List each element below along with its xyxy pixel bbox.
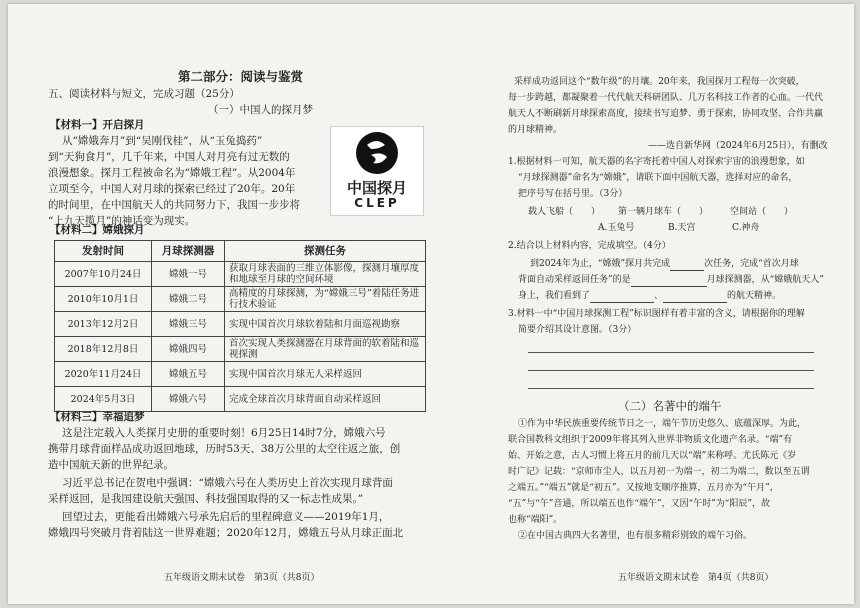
material3-line: 嫦娥四号突破月背着陆这一世界难题；2020年12月，嫦娥五号从月球正面北	[48, 527, 404, 539]
q2-blank-spirit-1[interactable]	[590, 292, 654, 303]
table-cell-task: 实现中国首次月球软着陆和月面巡视勘察	[225, 312, 426, 337]
q1-line: “月球探测器”命名为“嫦娥”，请联下面中国航天器，选择对应的命名，	[518, 173, 798, 183]
section-heading: 五、阅读材料与短文，完成习题（25分）	[48, 88, 240, 100]
material1-line: 立项至今，中国人对月球的探索已经过了20年。20年	[48, 183, 296, 195]
table-row	[55, 262, 426, 287]
passage1-title: （一）中国人的探月梦	[208, 104, 313, 116]
passage2-title: （二）名著中的端午	[618, 399, 722, 413]
logo-abbr: CLEP	[354, 196, 400, 210]
moon-swirl-icon	[331, 127, 423, 177]
table-cell-date: 2024年5月3日	[55, 387, 152, 412]
table-row	[55, 287, 426, 312]
q2-text: 次任务，完成“首次月球	[704, 259, 799, 269]
q2-fill-line	[530, 258, 799, 271]
exam-sheet	[8, 4, 854, 604]
q3-line: 简要介绍其设计意图。（3分）	[518, 325, 637, 335]
intro-line: 采样成功返回这个“数年级”的月壤。20年来，我国探月工程每一次突破，	[514, 77, 805, 87]
table-header: 发射时间	[55, 241, 152, 262]
table-cell-probe: 嫦娥一号	[152, 262, 225, 287]
table-cell-date: 2010年10月1日	[55, 287, 152, 312]
q3-line: 3.材料一中“中国月球探测工程”标识图样有着丰富的含义，请根据你的理解	[508, 309, 805, 319]
passage2-line: 联合国教科文组织于2009年将其列入世界非物质文化遗产名录。“端”有	[508, 435, 793, 445]
table-cell-task: 高精度的月球探测，为“嫦娥三号”着陆任务进行技术验证	[225, 287, 426, 312]
table-cell-probe: 嫦娥二号	[152, 287, 225, 312]
table-header-row	[55, 241, 426, 262]
table-cell-probe: 嫦娥四号	[152, 337, 225, 362]
q2-line: 2.结合以上材料内容，完成填空。（4分）	[508, 241, 671, 251]
page-footer: 五年级语文期末试卷 第3页（共8页）	[164, 573, 320, 583]
table-row	[55, 337, 426, 362]
q2-fill-line	[518, 274, 824, 287]
q2-blank-spirit-2[interactable]	[663, 292, 727, 303]
q1-item-b[interactable]: 第一辆月球车（ ）	[618, 207, 709, 217]
q2-text: 月球探测器，从“嫦娥航天人”	[706, 275, 824, 285]
intro-line: 每一步跨越，都凝聚着一代代航天科研团队、几万名科技工作者的心血。一代代	[508, 93, 824, 103]
material3-title: 【材料三】幸福追梦	[50, 411, 145, 423]
part-title: 第二部分：阅读与鉴赏	[178, 69, 304, 84]
table-cell-date: 2018年12月8日	[55, 337, 152, 362]
table-cell-date: 2020年11月24日	[55, 362, 152, 387]
clep-logo	[330, 126, 424, 216]
q1-line: 1.根据材料一可知，航天器的名字寄托着中国人对探索宇宙的浪漫想象，如	[508, 157, 805, 167]
page-3	[48, 4, 428, 604]
material2-title: 【材料二】嫦娥探月	[50, 224, 145, 236]
intro-line: 航天人不断刷新月球探索高度，接续书写追梦、勇于探索，协同攻坚、合作共赢	[508, 109, 824, 119]
material1-line: “上九天揽月”的神话变为现实。	[48, 215, 196, 227]
probe-table	[54, 240, 426, 412]
material1-line: 到“天狗食月”，几千年来，中国人对月亮有过无数的	[48, 151, 290, 163]
table-header: 月球探测器	[152, 241, 225, 262]
q1-item-a[interactable]: 载人飞船（ ）	[528, 207, 601, 217]
q2-text: 背面自动采样返回任务”的是	[518, 275, 631, 285]
q1-option-a: A.玉兔号	[598, 223, 635, 233]
table-cell-probe: 嫦娥六号	[152, 387, 225, 412]
table-cell-date: 2013年12月2日	[55, 312, 152, 337]
passage2-line: ②在中国古典四大名著里，也有很多精彩别致的端午习俗。	[518, 531, 753, 541]
material3-line: 习近平总书记在贺电中强调：“嫦娥六号在人类历史上首次实现月球背面	[62, 477, 393, 489]
q2-fill-line	[518, 290, 781, 303]
passage2-line: ①作为中华民族重要传统节日之一，端午节历史悠久、底蕴深厚。为此，	[518, 419, 807, 429]
intro-line: 的月球精神。	[508, 125, 563, 135]
q1-option-b: B.天宫	[668, 223, 696, 233]
material1-line: 从“嫦娥奔月”到“吴刚伐桂”，从“玉兔捣药”	[62, 135, 263, 147]
q3-answer-line[interactable]	[528, 388, 814, 389]
q1-line: 把序号写在括号里。（3分）	[518, 189, 628, 199]
page-footer: 五年级语文期末试卷 第4页（共8页）	[618, 573, 774, 583]
q2-text: 的航天精神。	[727, 291, 782, 301]
q1-option-c: C.神舟	[732, 223, 760, 233]
table-cell-task: 获取月球表面的三维立体影像，探测月壤厚度和地球至月球的空间环境	[225, 262, 426, 287]
source-note: ——选自新华网（2024年6月25日），有删改	[648, 141, 828, 151]
table-row	[55, 362, 426, 387]
q2-text: 身上，我们看到了	[518, 291, 591, 301]
material1-title: 【材料一】开启探月	[50, 119, 145, 131]
table-cell-probe: 嫦娥三号	[152, 312, 225, 337]
table-row	[55, 312, 426, 337]
material1-line: 的时间里，在中国航天人的共同努力下，我国一步步将	[48, 199, 300, 211]
passage2-line: 之端五。”“端五”就是“初五”。又按地支顺序推算，五月亦为“午月”，	[508, 483, 779, 493]
table-header: 探测任务	[225, 241, 426, 262]
material3-line: 造中国航天新的世界纪录。	[48, 459, 174, 471]
q3-answer-line[interactable]	[528, 352, 814, 353]
material3-line: 回望过去，更能看出嫦娥六号承先启后的里程碑意义——2019年1月，	[62, 511, 390, 523]
table-row	[55, 387, 426, 412]
table-cell-date: 2007年10月24日	[55, 262, 152, 287]
table-cell-task: 实现中国首次月球无人采样返回	[225, 362, 426, 387]
passage2-line: 始、开始之意，古人习惯上将五月的前几天以“端”来称呼。尤氏陈元《岁	[508, 451, 797, 461]
passage2-line: 也称“端阳”。	[508, 515, 563, 525]
q2-text: 到2024年为止，“嫦娥”探月共完成	[530, 259, 671, 269]
logo-title: 中国探月	[346, 179, 407, 197]
q2-blank-count[interactable]	[670, 260, 704, 271]
material3-line: 这是注定载入人类探月史册的重要时刻！6月25日14时7分，嫦娥六号	[62, 427, 386, 439]
page-4	[508, 4, 828, 604]
material3-line: 采样返回，是我国建设航天强国、科技强国取得的又一标志性成果。”	[48, 493, 364, 505]
material3-line: 携带月球背面样品成功返回地球，历时53天、38万公里的太空往返之旅，创	[48, 443, 401, 455]
q2-text: 、	[654, 291, 664, 301]
table-cell-task: 首次实现人类探测器在月球背面的软着陆和巡视探测	[225, 337, 426, 362]
passage2-line: 时广记》记载：“京师市尘人，以五月初一为端一，初二为端二，数以至五谓	[508, 467, 810, 477]
table-cell-probe: 嫦娥五号	[152, 362, 225, 387]
q1-item-c[interactable]: 空间站（ ）	[730, 207, 794, 217]
table-cell-task: 完成全球首次月球背面自动采样返回	[225, 387, 426, 412]
passage2-line: “五”与“午”音通，所以端五也作“端午”，又因“午时”为“阳辰”，故	[508, 499, 771, 509]
q2-blank-probe[interactable]	[631, 276, 707, 287]
material1-line: 浪漫想象。探月工程被命名为“嫦娥工程”。从2004年	[48, 167, 296, 179]
q3-answer-line[interactable]	[528, 370, 814, 371]
